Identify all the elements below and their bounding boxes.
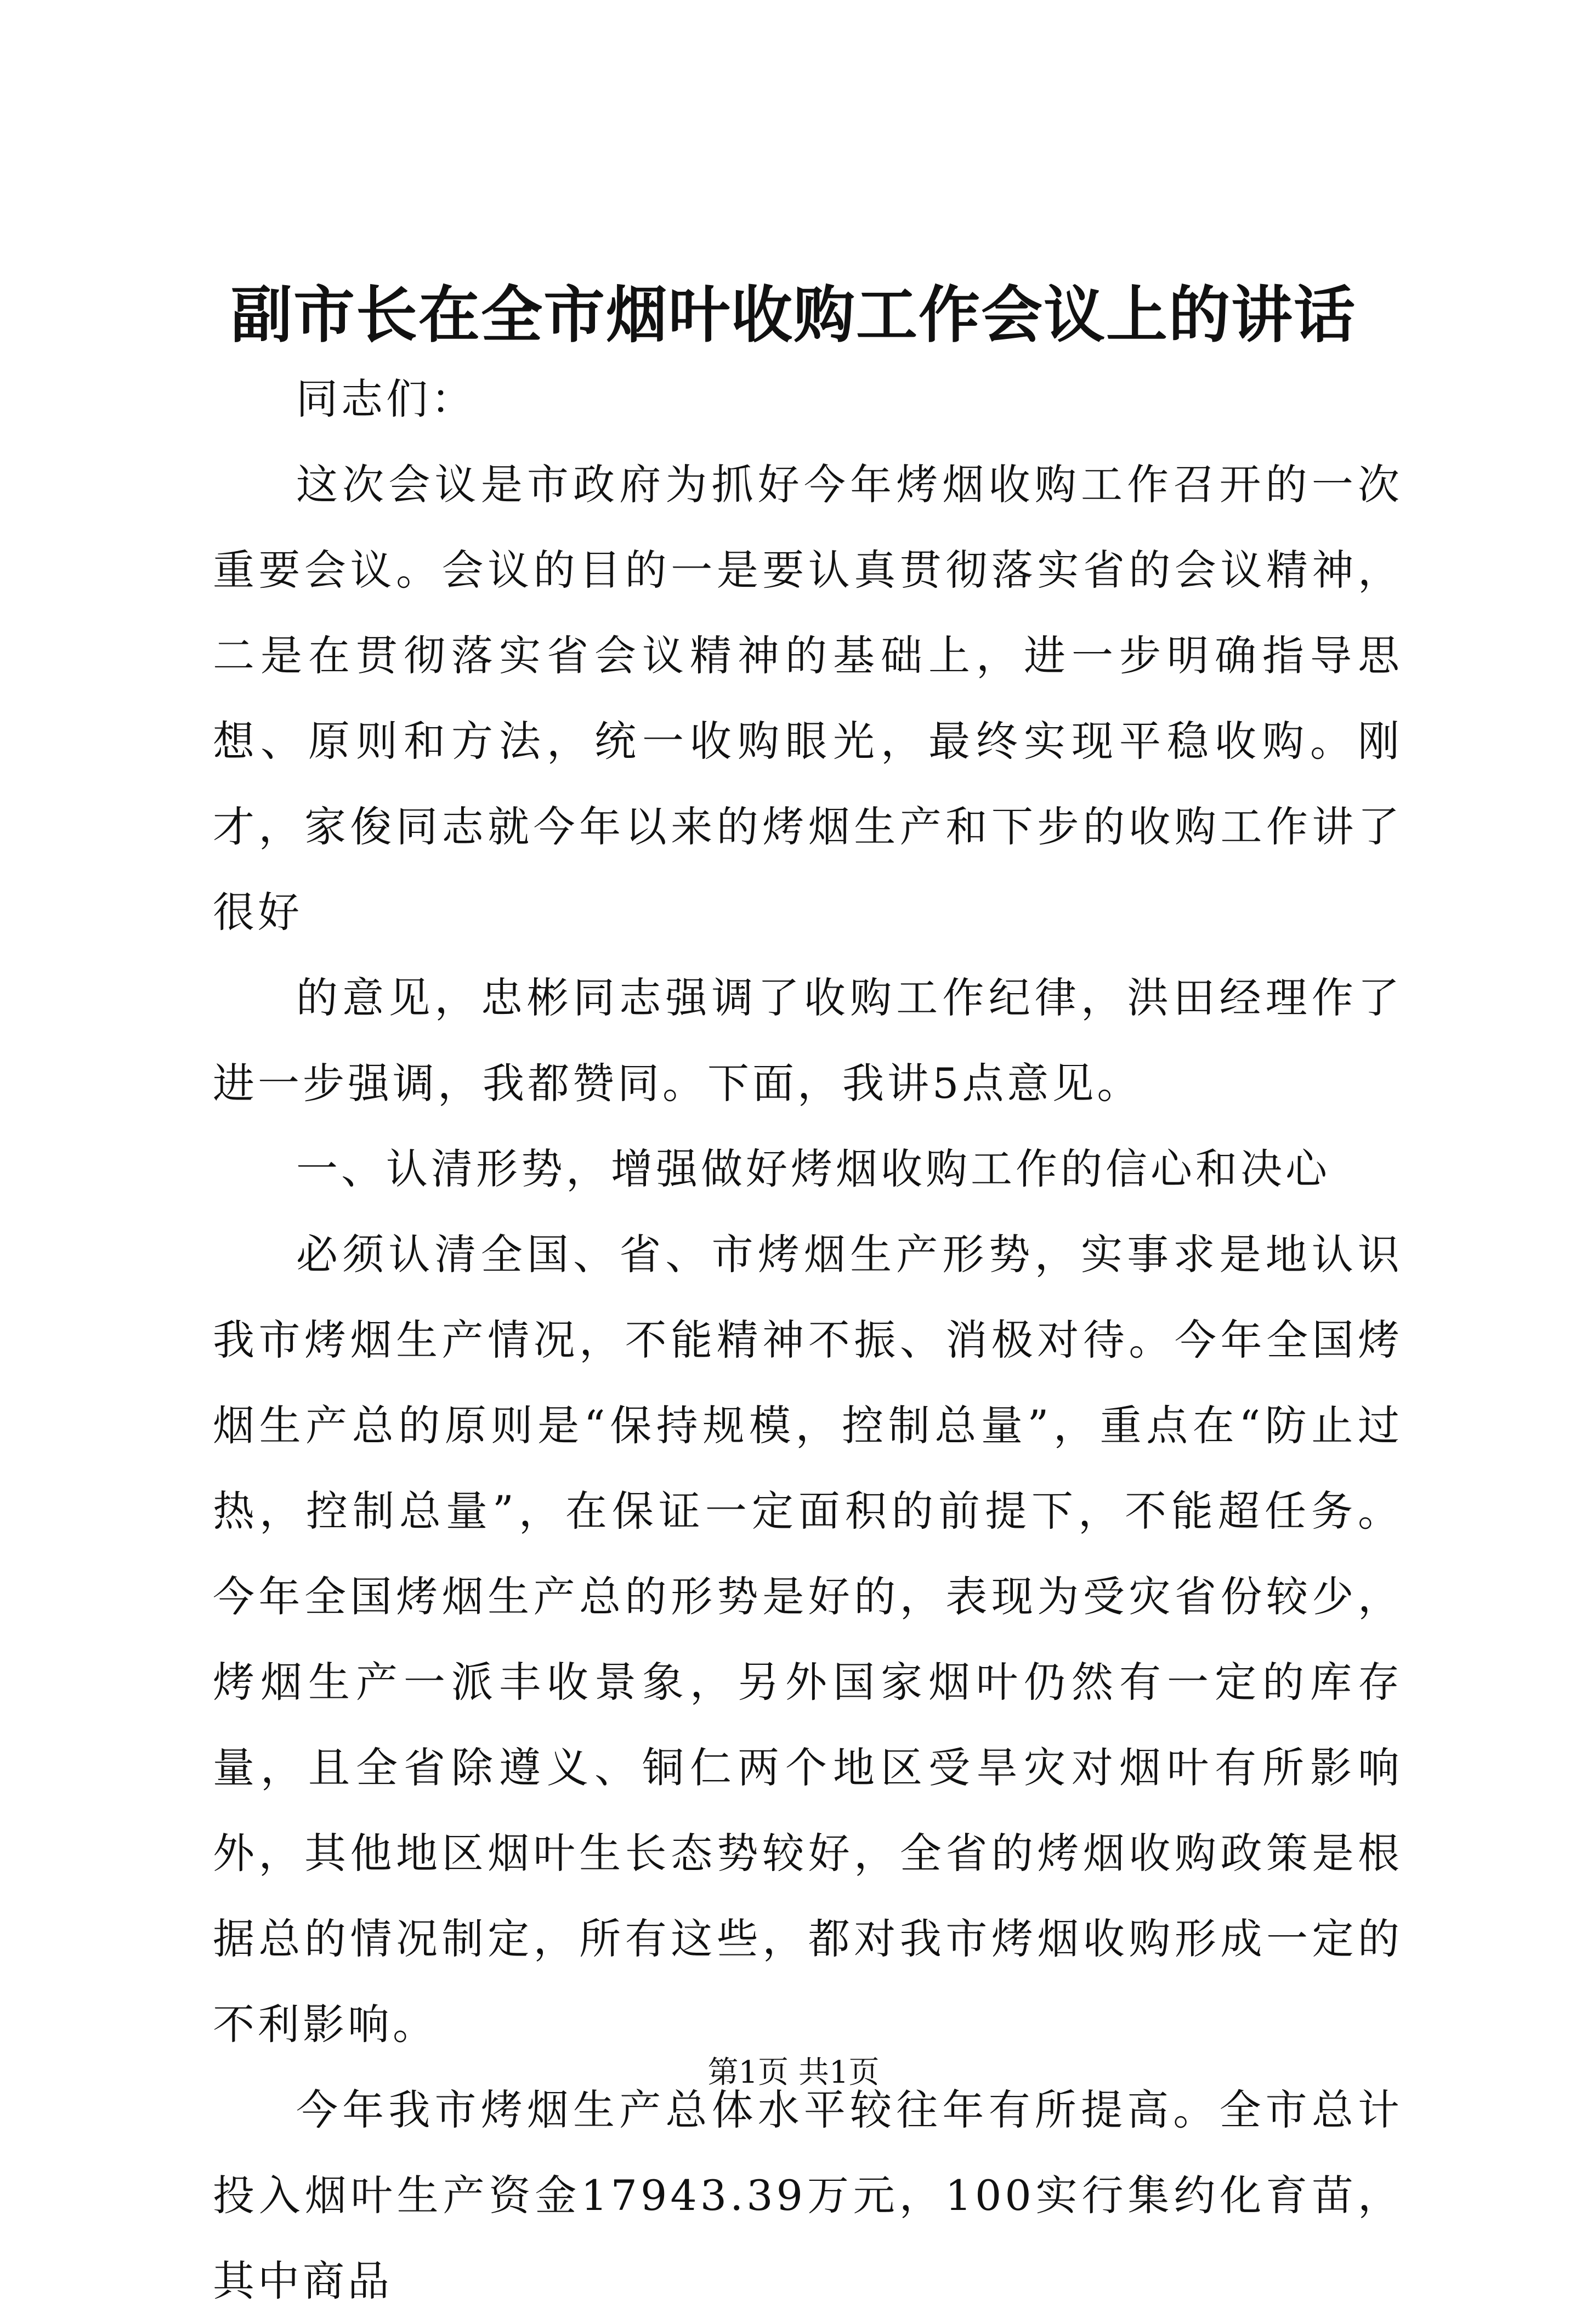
- body-paragraph: 必须认清全国、省、市烤烟生产形势，实事求是地认识我市烤烟生产情况，不能精神不振、消极对待。今年全国烤烟生产总的原则是“保持规模，控制总量”，重点在“防止过热，控制总量”，在保证一定面积的前提下，不能超任务。今年全国烤烟生产总的形势是好的，表现为受灾省份较少，烤烟生产一派丰收景象，另外国家烟叶仍然有一定的库存量，且全省除遵义、铜仁两个地区受旱灾对烟叶有所影响外，其他地区烟叶生长态势较好，全省的烤烟收购政策是根据总的情况制定，所有这些，都对我市烤烟收购形成一定的不利影响。: [213, 1230, 1403, 2049]
- section-heading: 一、认清形势，增强做好烤烟收购工作的信心和决心: [296, 1144, 1330, 1193]
- body-paragraph: 今年我市烤烟生产总体水平较往年有所提高。全市总计投入烟叶生产资金17943.39万元，100实行集约化育苗，其中商品: [213, 2085, 1403, 2305]
- body-paragraph: 这次会议是市政府为抓好今年烤烟收购工作召开的一次重要会议。会议的目的一是要认真贯彻落实省的会议精神，二是在贯彻落实省会议精神的基础上，进一步明确指导思想、原则和方法，统一收购眼光，最终实现平稳收购。刚才，家俊同志就今年以来的烤烟生产和下步的收购工作讲了很好: [213, 460, 1403, 937]
- document-body: [213, 356, 1403, 2324]
- body-paragraph: 的意见，忠彬同志强调了收购工作纪律，洪田经理作了进一步强调，我都赞同。下面，我讲5点意见。: [213, 973, 1403, 1108]
- document-title: 副市长在全市烟叶收购工作会议上的讲话: [231, 279, 1356, 351]
- page-footer: 第1页 共1页: [707, 2055, 880, 2090]
- salutation-paragraph: 同志们：: [296, 375, 476, 423]
